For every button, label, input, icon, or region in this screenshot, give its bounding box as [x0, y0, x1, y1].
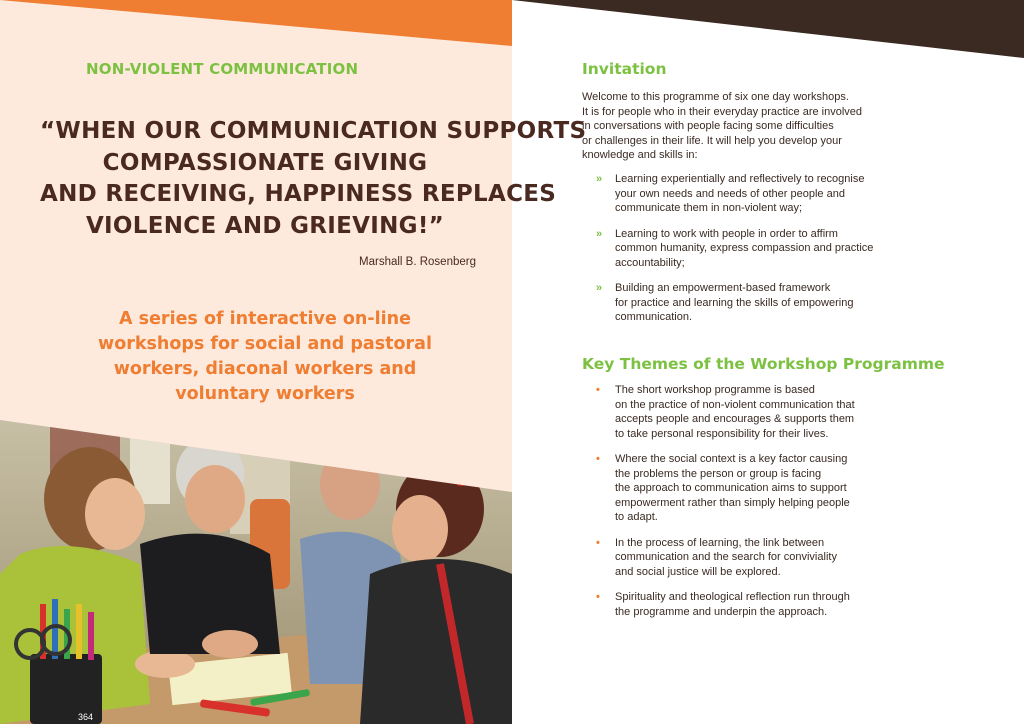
invitation-intro [582, 90, 952, 163]
item-line: communicate them in non-violent way; [615, 202, 803, 214]
item-line: the problems the person or group is facing [615, 467, 822, 480]
invitation-skills-list [596, 172, 956, 325]
subtitle-line: workshops for social and pastoral [98, 334, 432, 354]
quote-line: “WHEN OUR COMMUNICATION SUPPORTS [40, 118, 587, 144]
quote-author: Marshall B. Rosenberg [359, 256, 476, 268]
item-line: for practice and learning the skills of empowering [615, 296, 854, 309]
item-line: common humanity, express compassion and practice [615, 242, 874, 254]
item-line: Learning to work with people in order to affirm [615, 227, 838, 240]
intro-line: or challenges in their life. It will help you develop your [582, 134, 842, 147]
item-line: the programme and underpin the approach. [615, 605, 828, 618]
dark-top-band [512, 0, 1024, 60]
chevron-bullet-icon: » [596, 227, 603, 240]
invitation-title: Invitation [582, 60, 667, 78]
list-item [596, 590, 956, 619]
item-line: In the process of learning, the link between [615, 536, 825, 549]
workshop-subtitle [70, 307, 460, 407]
item-line: accepts people and encourages & supports them [615, 413, 855, 425]
item-line: empowerment rather than simply helping people [615, 496, 850, 509]
dot-bullet-icon: • [596, 536, 600, 549]
item-line: Spirituality and theological reflection run through [615, 591, 850, 603]
quote-line: COMPASSIONATE GIVING [102, 149, 428, 176]
item-line: to adapt. [615, 511, 658, 523]
quote-line: AND RECEIVING, HAPPINESS REPLACES [40, 181, 557, 207]
dot-bullet-icon: • [596, 591, 600, 603]
list-item [596, 227, 956, 271]
section-kicker: NON-VIOLENT COMMUNICATION [86, 60, 359, 78]
rosenberg-quote [40, 116, 587, 242]
item-line: Building an empowerment-based framework [615, 282, 831, 294]
cup-label: 364 [78, 712, 94, 722]
list-item [596, 281, 956, 325]
item-line: The short workshop programme is based [615, 384, 815, 396]
list-item [596, 383, 956, 441]
list-item [596, 172, 956, 216]
intro-line: Welcome to this programme of six one day workshops. [582, 91, 849, 103]
intro-line: in conversations with people facing some difficulties [582, 120, 834, 132]
orange-top-band [0, 0, 512, 60]
item-line: communication. [615, 311, 693, 323]
item-line: your own needs and needs of other people and [615, 187, 845, 200]
subtitle-line: voluntary workers [175, 384, 355, 404]
item-line: and social justice will be explored. [615, 565, 781, 578]
item-line: to take personal responsibility for their lives. [615, 427, 829, 440]
item-line: the approach to communication aims to support [615, 482, 847, 494]
workshop-photo [0, 404, 512, 724]
quote-line: VIOLENCE AND GRIEVING!” [85, 212, 445, 239]
themes-title: Key Themes of the Workshop Programme [582, 355, 945, 373]
item-line: communication and the search for conviviality [615, 551, 837, 563]
chevron-bullet-icon: » [596, 173, 603, 185]
themes-list [596, 383, 956, 619]
intro-line: knowledge and skills in: [582, 149, 698, 161]
item-line: Where the social context is a key factor causing [615, 453, 848, 465]
dot-bullet-icon: • [596, 453, 600, 465]
item-line: accountability; [615, 256, 685, 269]
item-line: Learning experientially and reflectively to recognise [615, 173, 865, 185]
list-item [596, 452, 956, 525]
item-line: on the practice of non-violent communication that [615, 398, 855, 411]
subtitle-line: A series of interactive on-line [119, 309, 411, 329]
list-item [596, 536, 956, 580]
dot-bullet-icon: • [596, 384, 600, 396]
subtitle-line: workers, diaconal workers and [113, 359, 417, 379]
right-page [512, 0, 1024, 724]
intro-line: It is for people who in their everyday practice are involved [582, 105, 863, 118]
chevron-bullet-icon: » [596, 282, 603, 294]
